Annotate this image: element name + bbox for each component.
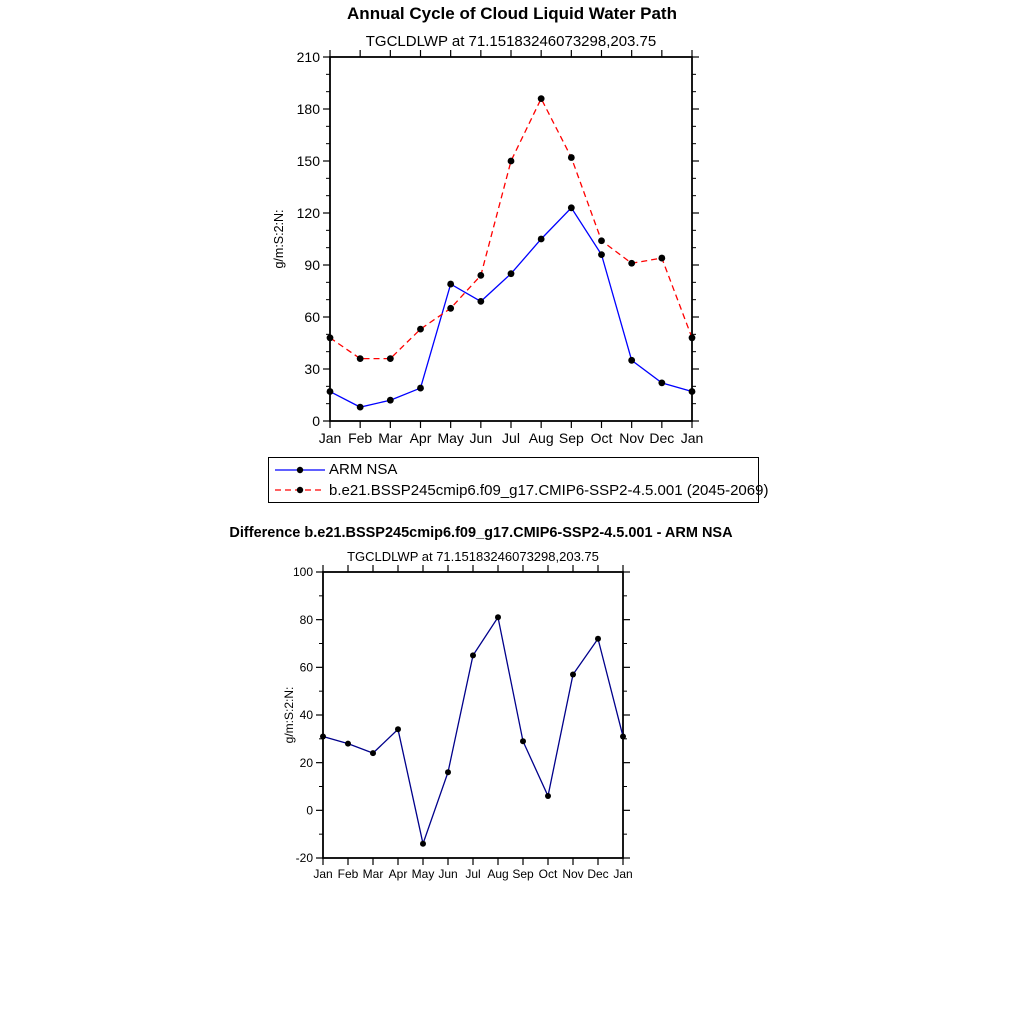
- data-point-marker: [447, 281, 454, 288]
- top-chart: [297, 49, 704, 446]
- data-point-marker: [495, 614, 501, 620]
- y-tick-label: 90: [304, 256, 320, 273]
- data-point-marker: [477, 272, 484, 279]
- x-tick-label: Feb: [337, 867, 359, 881]
- data-point-marker: [327, 334, 334, 341]
- series-line: [323, 617, 623, 843]
- y-tick-label: 0: [312, 412, 320, 429]
- axis-frame: [323, 572, 623, 858]
- x-tick-label: Dec: [587, 867, 609, 881]
- x-tick-label: Jul: [465, 867, 481, 881]
- y-tick-label: 210: [296, 48, 320, 65]
- legend-row-arm-nsa: [274, 461, 758, 478]
- data-point-marker: [387, 397, 394, 404]
- x-tick-label: Jan: [313, 867, 333, 881]
- bottom-chart: [293, 565, 633, 881]
- x-tick-label: May: [437, 430, 464, 446]
- data-point-marker: [568, 204, 575, 211]
- x-tick-label: Aug: [528, 430, 554, 446]
- x-tick-label: Jun: [469, 430, 493, 446]
- data-point-marker: [508, 270, 515, 277]
- x-tick-label: Dec: [649, 430, 675, 446]
- data-point-marker: [689, 334, 696, 341]
- data-point-marker: [420, 841, 426, 847]
- data-point-marker: [658, 379, 665, 386]
- data-point-marker: [327, 388, 334, 395]
- x-tick-label: Jul: [502, 430, 520, 446]
- data-point-marker: [417, 385, 424, 392]
- y-tick-label: 150: [296, 152, 320, 169]
- bottom-chart-subtitle: TGCLDLWP at 71.15183246073298,203.75: [347, 549, 599, 564]
- x-tick-label: Jan: [613, 867, 633, 881]
- series-line: [330, 99, 692, 359]
- data-point-marker: [598, 237, 605, 244]
- axis-frame: [330, 57, 692, 421]
- top-chart-y-axis-label: g/m:S:2:N:: [272, 209, 286, 269]
- x-tick-label: Jun: [438, 867, 458, 881]
- legend-box: [268, 457, 769, 503]
- x-tick-label: Nov: [619, 430, 645, 446]
- y-tick-label: 60: [304, 308, 320, 325]
- data-point-marker: [628, 260, 635, 267]
- data-point-marker: [357, 355, 364, 362]
- data-point-marker: [568, 154, 575, 161]
- data-point-marker: [445, 769, 451, 775]
- top-chart-subtitle: TGCLDLWP at 71.15183246073298,203.75: [365, 33, 657, 50]
- data-point-marker: [477, 298, 484, 305]
- data-point-marker: [508, 158, 515, 165]
- y-tick-label: 60: [299, 660, 313, 675]
- series-line: [330, 208, 692, 407]
- x-tick-label: May: [411, 867, 435, 881]
- data-point-marker: [598, 251, 605, 258]
- y-tick-label: 20: [299, 755, 313, 770]
- data-point-marker: [345, 741, 351, 747]
- y-tick-label: 30: [304, 360, 320, 377]
- x-tick-label: Oct: [538, 867, 558, 881]
- data-point-marker: [620, 733, 626, 739]
- data-point-marker: [545, 793, 551, 799]
- top-chart-title: Annual Cycle of Cloud Liquid Water Path: [347, 4, 677, 23]
- x-tick-label: Nov: [562, 867, 584, 881]
- data-point-marker: [520, 738, 526, 744]
- y-tick-label: 40: [299, 708, 313, 723]
- x-tick-label: Feb: [348, 430, 373, 446]
- legend-line-sample-arm-nsa: [274, 464, 326, 476]
- data-point-marker: [595, 636, 601, 642]
- data-point-marker: [658, 255, 665, 262]
- x-tick-label: Apr: [409, 430, 432, 446]
- x-tick-label: Mar: [362, 867, 384, 881]
- data-point-marker: [395, 726, 401, 732]
- y-tick-label: 100: [292, 565, 313, 580]
- x-tick-label: Jan: [318, 430, 342, 446]
- x-tick-label: Oct: [590, 430, 613, 446]
- y-tick-label: -20: [295, 851, 313, 866]
- data-point-marker: [357, 404, 364, 411]
- x-tick-label: Apr: [388, 867, 408, 881]
- legend-line-sample-model: [274, 484, 326, 496]
- x-tick-label: Sep: [512, 867, 534, 881]
- data-point-marker: [387, 355, 394, 362]
- data-point-marker: [538, 95, 545, 102]
- data-point-marker: [447, 305, 454, 312]
- bottom-chart-y-axis-label: g/m:S:2:N:: [282, 686, 296, 744]
- y-tick-label: 0: [306, 803, 313, 818]
- data-point-marker: [470, 652, 476, 658]
- bottom-chart-title: Difference b.e21.BSSP245cmip6.f09_g17.CMIP6-SSP2-4.5.001 - ARM NSA: [229, 525, 733, 541]
- data-point-marker: [320, 733, 326, 739]
- data-point-marker: [570, 671, 576, 677]
- x-tick-label: Aug: [487, 867, 509, 881]
- legend-row-model: [274, 481, 769, 499]
- data-point-marker: [628, 357, 635, 364]
- y-tick-label: 120: [296, 204, 320, 221]
- data-point-marker: [689, 388, 696, 395]
- x-tick-label: Sep: [558, 430, 584, 446]
- legend-label-arm-nsa: ARM NSA: [329, 461, 398, 479]
- x-tick-label: Mar: [378, 430, 403, 446]
- data-point-marker: [370, 750, 376, 756]
- y-tick-label: 80: [299, 612, 313, 627]
- legend-label-model: b.e21.BSSP245cmip6.f09_g17.CMIP6-SSP2-4.5.001 (2045-2069): [329, 481, 769, 499]
- x-tick-label: Jan: [680, 430, 704, 446]
- y-tick-label: 180: [296, 100, 320, 117]
- data-point-marker: [538, 236, 545, 243]
- data-point-marker: [417, 326, 424, 333]
